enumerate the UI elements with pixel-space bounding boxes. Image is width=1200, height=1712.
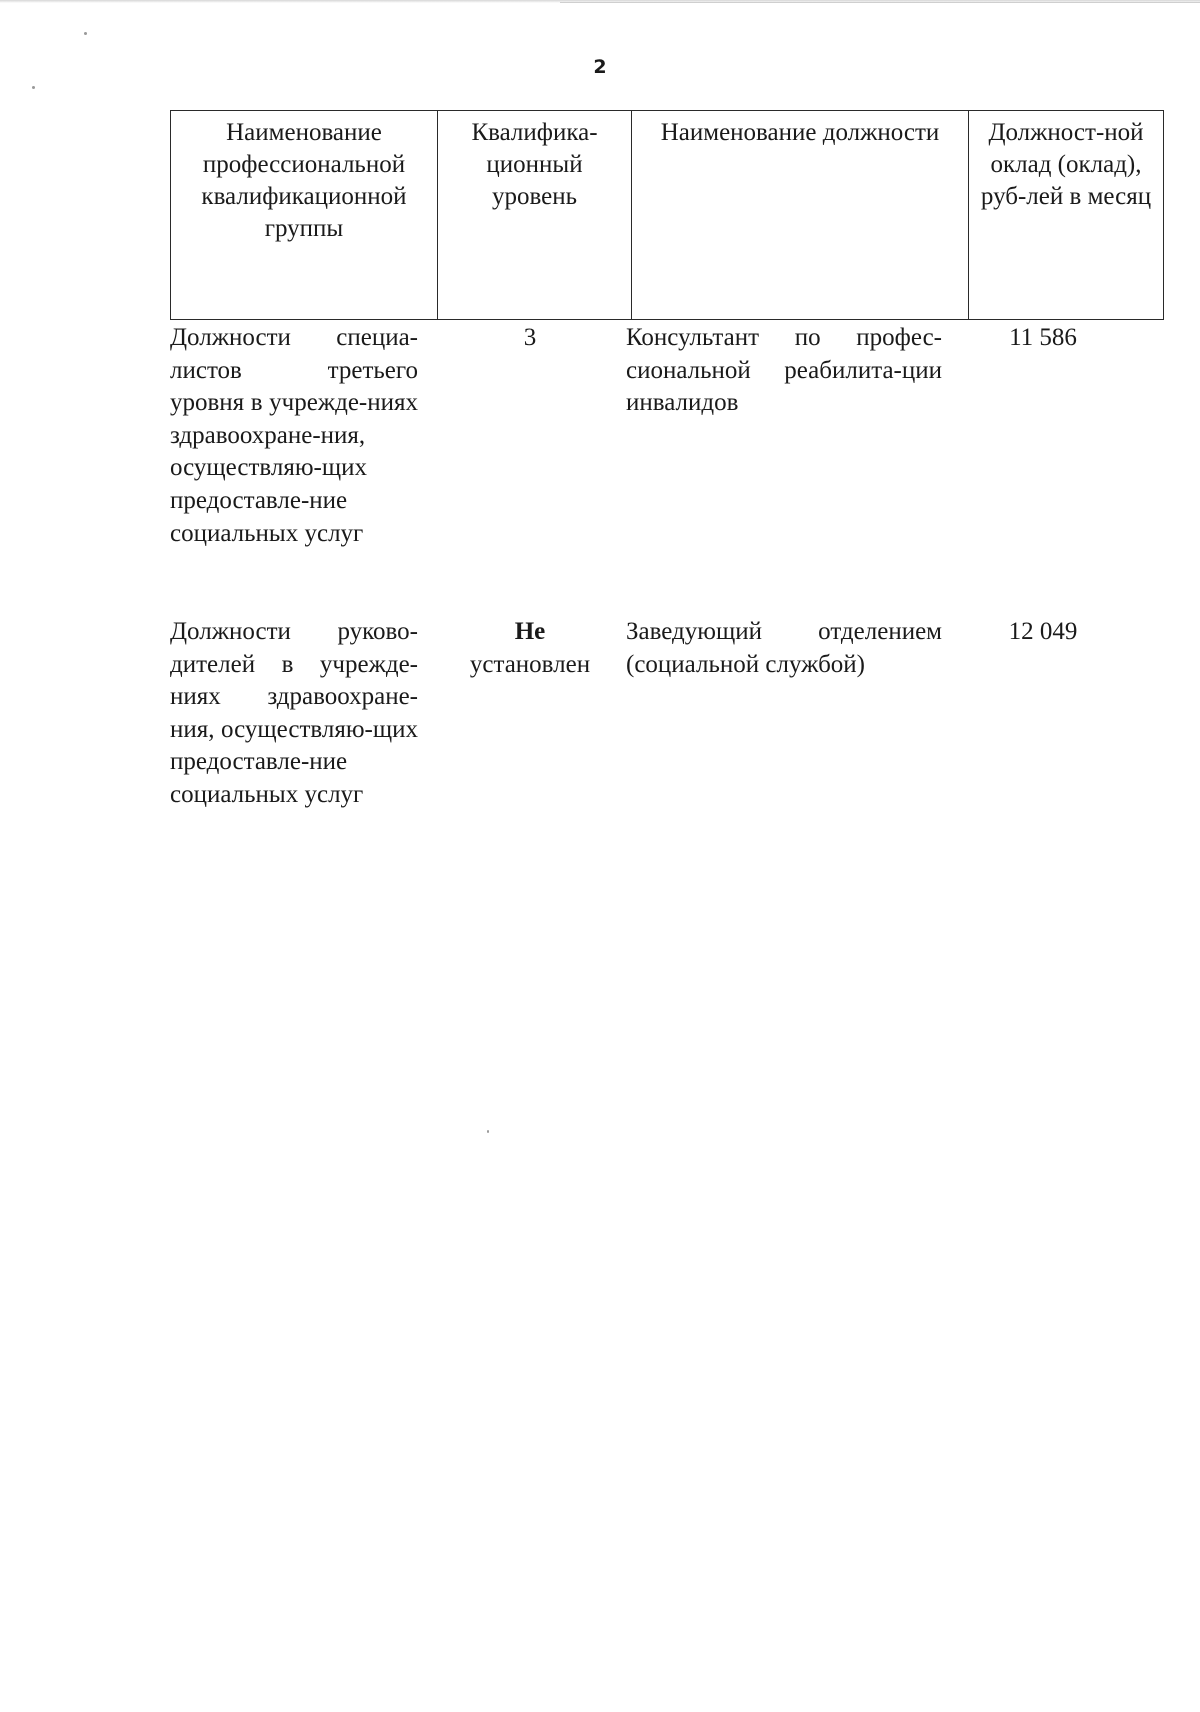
scan-line: [560, 2, 1200, 3]
header-level: Квалифика-ционный уровень: [438, 111, 632, 320]
cell-level-bold: Не: [514, 618, 546, 645]
cell-salary: 11 586: [1009, 324, 1077, 351]
header-salary: Должност-ной оклад (оклад), руб-лей в месяц: [969, 111, 1164, 320]
scan-speck: [84, 32, 87, 35]
page-number: 2: [593, 56, 607, 78]
header-position: Наименование должности: [632, 111, 969, 320]
cell-position: Консультант по профес-сиональной реабилита-ции инвалидов: [626, 324, 942, 417]
cell-group: Должности специа-листов третьего уровня в учрежде-ниях здравоохране-ния, осуществляю-щих предоставле-ние социальных услуг: [170, 324, 418, 547]
scan-speck: [32, 86, 35, 89]
header-group: Наименование профессиональной квалификационной группы: [171, 111, 438, 320]
cell-position: Заведующий отделением (социальной службой): [626, 618, 942, 678]
cell-level: [440, 616, 620, 681]
cell-group: Должности руково-дителей в учрежде-ниях здравоохране-ния, осуществляю-щих предоставле-ние социальных услуг: [170, 618, 418, 808]
cell-salary: 12 049: [1008, 618, 1078, 645]
cell-level-value: 3: [523, 324, 537, 351]
table-header: [170, 110, 1164, 320]
cell-level-rest: установлен: [469, 650, 591, 678]
cell-level: [440, 322, 620, 355]
scan-speck: [487, 1130, 489, 1133]
